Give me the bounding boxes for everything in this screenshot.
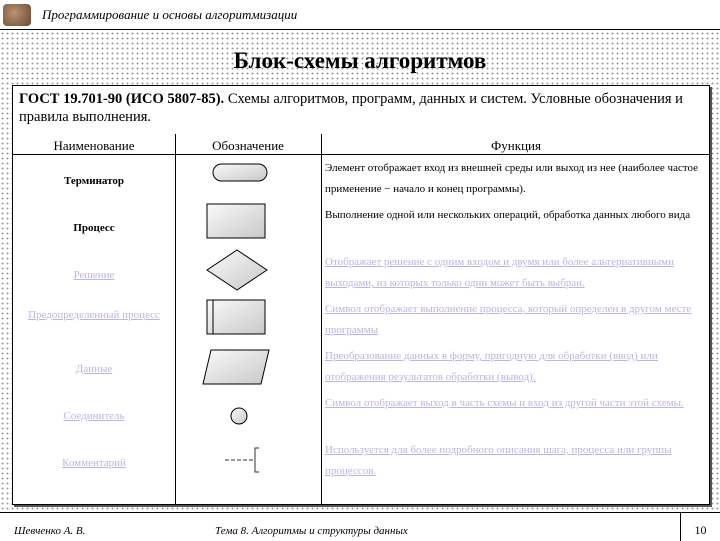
table-row	[13, 346, 711, 393]
page-number: 10	[680, 513, 720, 541]
gost-code: ГОСТ 19.701-90 (ИСО 5807-85).	[19, 91, 225, 107]
element-function[interactable]: Символ отображает выход в часть схемы и вход из другой части этой схемы.	[325, 397, 684, 409]
logo-icon	[3, 4, 31, 26]
slide-title: Блок-схемы алгоритмов	[233, 48, 487, 73]
table-row	[13, 299, 711, 346]
process-shape-icon	[205, 202, 269, 247]
element-name[interactable]: Соединитель	[63, 410, 125, 422]
element-name: Терминатор	[63, 175, 124, 187]
gost-description: Схемы алгоритмов, программ, данных и систем. Условные обозначения и правила выполнения.	[19, 91, 683, 125]
element-function: Выполнение одной или нескольких операций, обработка данных любого вида	[325, 209, 691, 221]
terminator-shape-icon	[211, 162, 271, 189]
table-row	[13, 440, 711, 487]
comment-shape-icon	[223, 444, 267, 481]
header-symbol: Обозначение	[212, 138, 284, 153]
author: Шевченко А. В.	[14, 525, 86, 537]
element-function[interactable]: Преобразование данных в форму, пригодную для обработки (ввод) или отображения результатов обработки (вывод).	[325, 350, 658, 383]
element-function[interactable]: Используется для более подробного описания шага, процесса или группы процессов.	[325, 444, 672, 477]
element-name[interactable]: Комментарий	[62, 457, 126, 469]
content-box	[12, 85, 710, 505]
element-function[interactable]: Отображает решение с одним входом и двумя или более альтернативными выходами, из которых только один может быть выбран.	[325, 256, 674, 289]
slide-header	[0, 0, 720, 30]
decision-shape-icon	[205, 248, 269, 297]
course-title: Программирование и основы алгоритмизации	[42, 7, 298, 22]
element-name[interactable]: Предопределенный процесс	[28, 309, 160, 321]
table-row	[13, 205, 711, 252]
element-name[interactable]: Решение	[73, 269, 115, 281]
table-row	[13, 252, 711, 299]
table-row	[13, 158, 711, 205]
divider	[13, 154, 709, 155]
element-name[interactable]: Данные	[75, 363, 113, 375]
topic: Тема 8. Алгоритмы и структуры данных	[215, 525, 408, 537]
predefined-shape-icon	[205, 298, 269, 343]
element-function: Элемент отображает вход из внешней среды или выход из нее (наиболее частое применение − начало и конец программы).	[325, 162, 699, 195]
data-shape-icon	[201, 348, 273, 393]
connector-shape-icon	[229, 406, 251, 433]
header-function: Функция	[491, 138, 541, 153]
element-name: Процесс	[73, 222, 115, 234]
gost-text	[19, 90, 699, 126]
table-row	[13, 393, 711, 440]
slide-footer	[0, 512, 720, 540]
element-function[interactable]: Символ отображает выполнение процесса, который определен в другом месте программы	[325, 303, 692, 336]
header-name: Наименование	[53, 138, 135, 153]
